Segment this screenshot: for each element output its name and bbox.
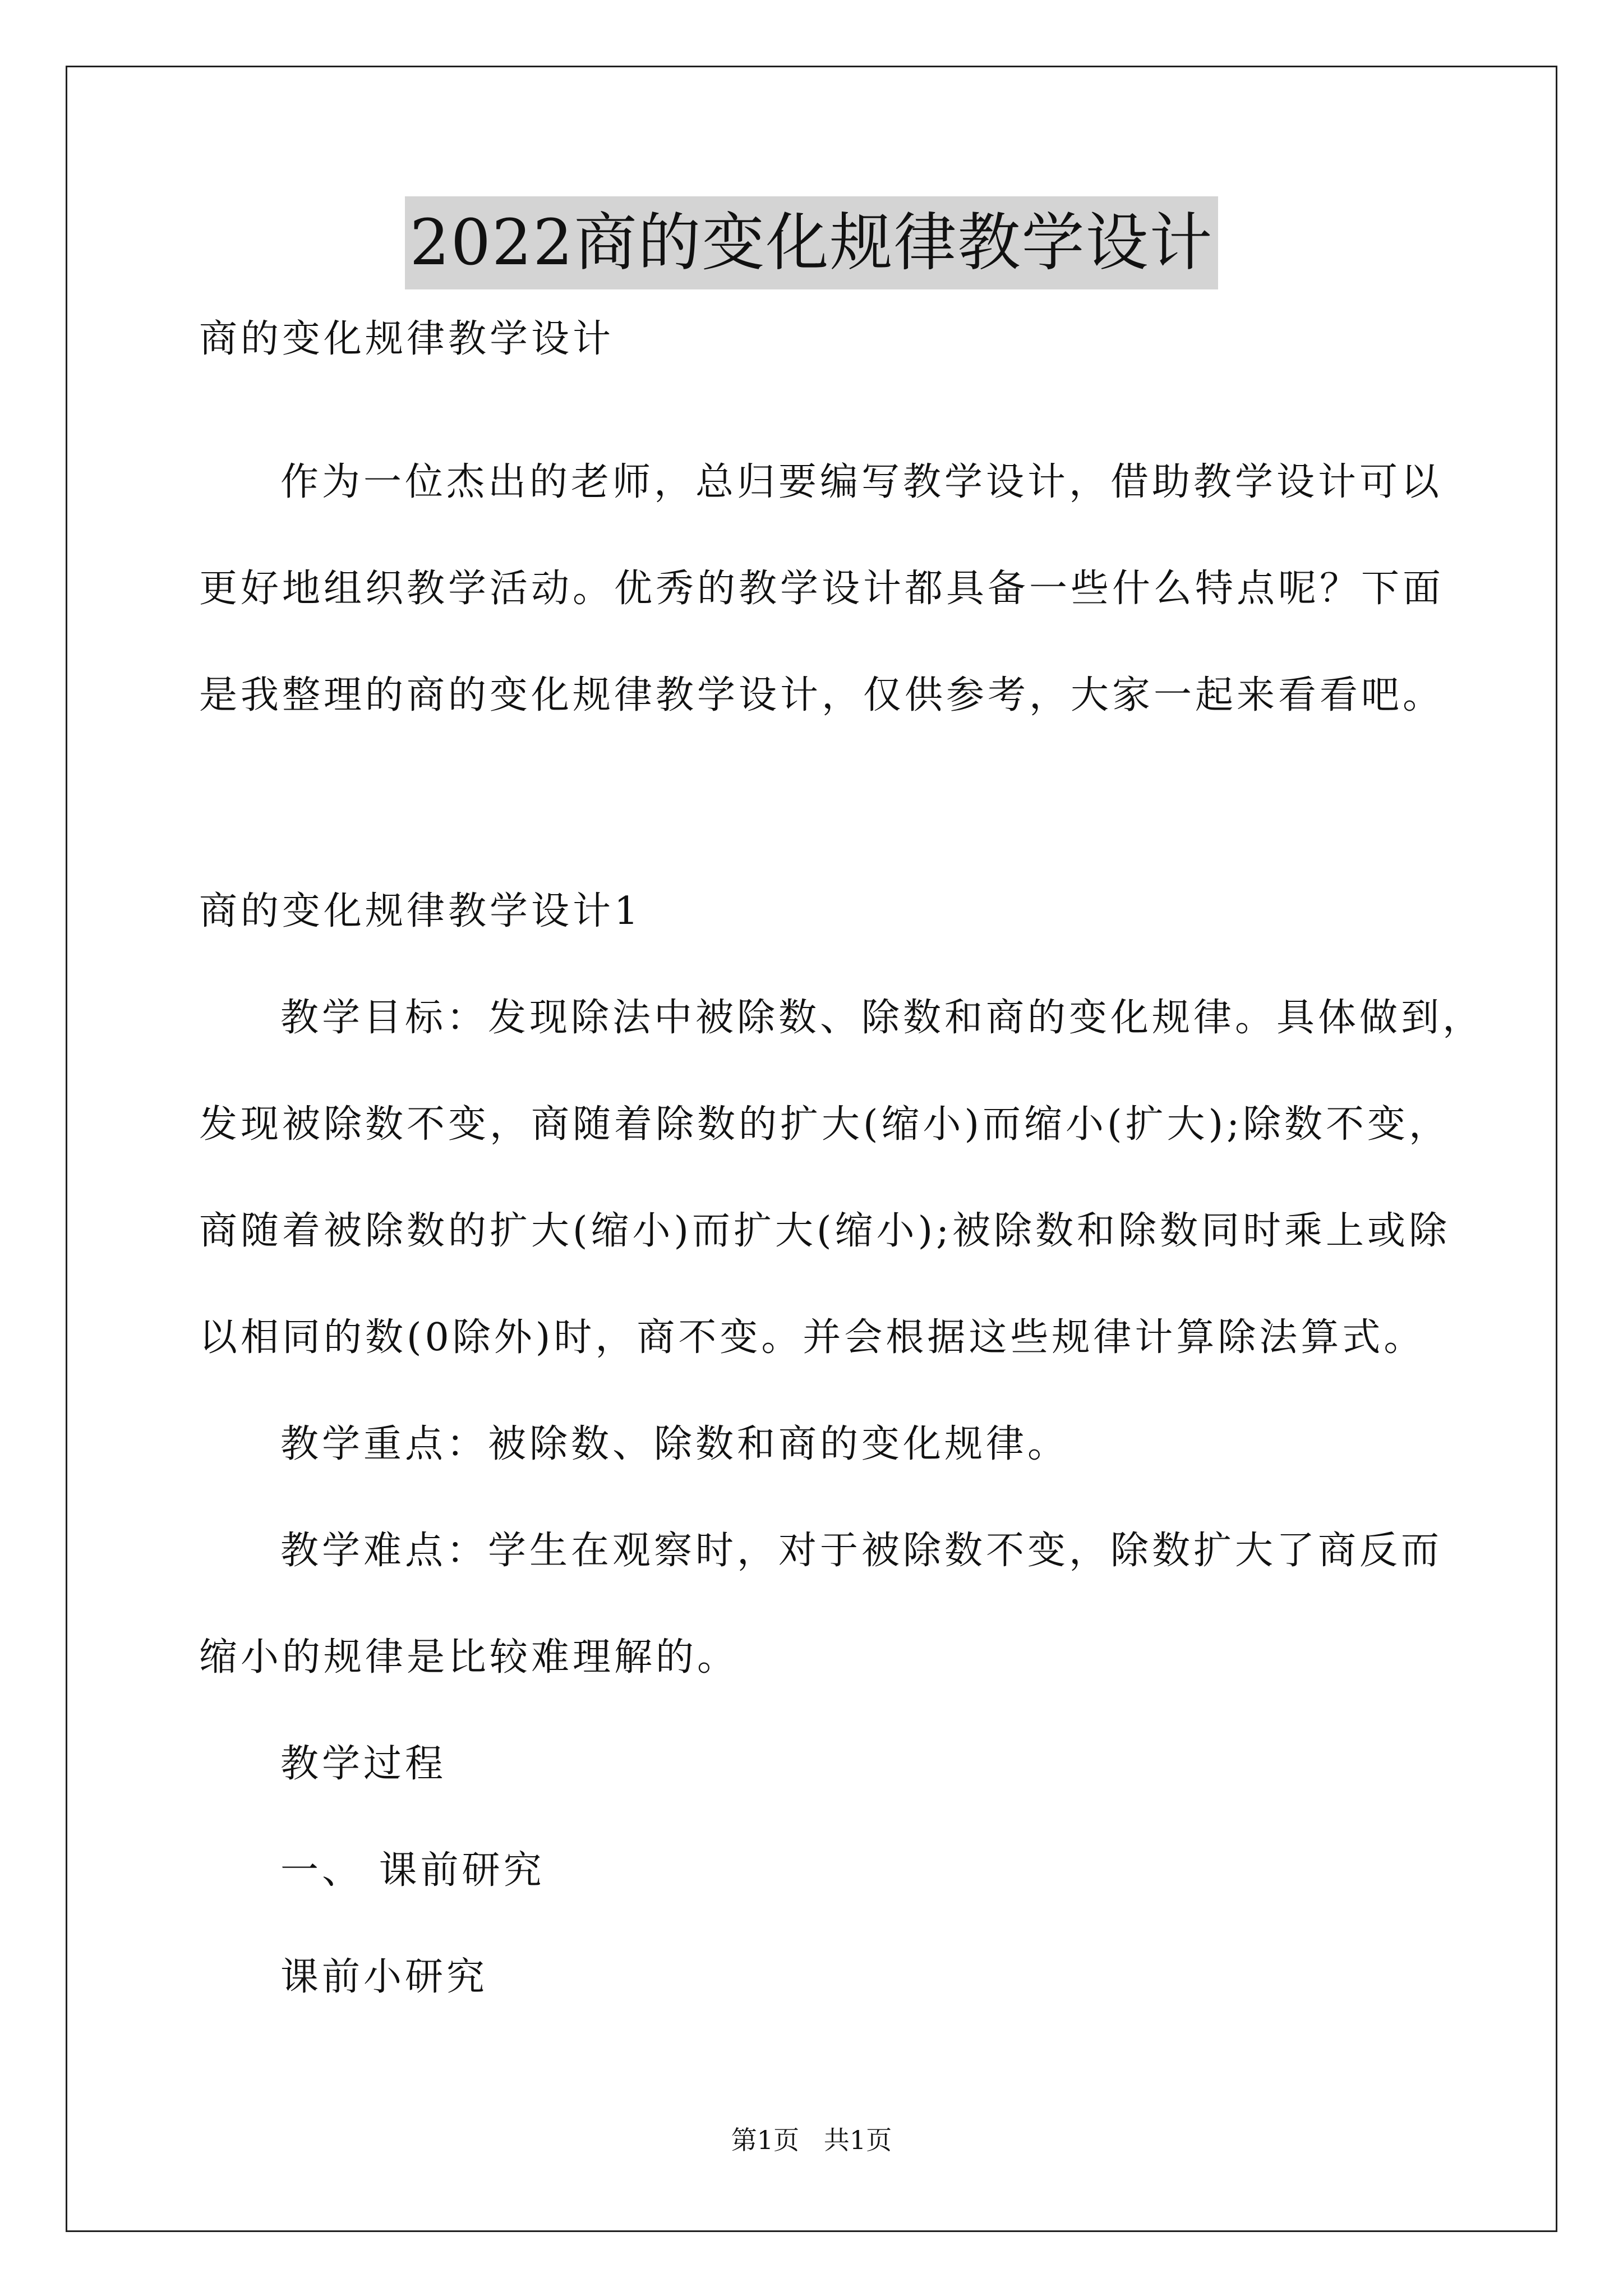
objectives-line-3: 商随着被除数的扩大(缩小)而扩大(缩小);被除数和除数同时乘上或除 <box>199 1209 1451 1253</box>
difficulty-line-2: 缩小的规律是比较难理解的。 <box>199 1635 739 1680</box>
intro-line-2: 更好地组织教学活动。优秀的教学设计都具备一些什么特点呢？下面 <box>199 567 1445 611</box>
difficulty-line-1: 教学难点：学生在观察时，对于被除数不变，除数扩大了商反而 <box>280 1529 1443 1573</box>
objectives-line-1: 教学目标：发现除法中被除数、除数和商的变化规律。具体做到， <box>280 996 1484 1040</box>
section-heading: 商的变化规律教学设计1 <box>199 889 642 933</box>
key-point: 教学重点：被除数、除数和商的变化规律。 <box>280 1422 1069 1466</box>
page-footer: 第1页 共1页 <box>731 2125 892 2155</box>
objectives-line-2: 发现被除数不变，商随着除数的扩大(缩小)而缩小(扩大);除数不变， <box>199 1102 1451 1147</box>
intro-line-1: 作为一位杰出的老师，总归要编写教学设计，借助教学设计可以 <box>280 460 1443 504</box>
process-heading: 教学过程 <box>280 1742 447 1786</box>
objectives-line-4: 以相同的数(0除外)时，商不变。并会根据这些规律计算除法算式。 <box>199 1315 1426 1360</box>
document-subtitle: 商的变化规律教学设计 <box>199 317 615 361</box>
pre-study: 课前小研究 <box>280 1955 488 1999</box>
document-title: 2022商的变化规律教学设计 <box>405 196 1218 289</box>
step-one: 一、 课前研究 <box>280 1848 545 1893</box>
title-wrap <box>0 196 1623 289</box>
intro-line-3: 是我整理的商的变化规律教学设计，仅供参考，大家一起来看看吧。 <box>199 673 1445 717</box>
